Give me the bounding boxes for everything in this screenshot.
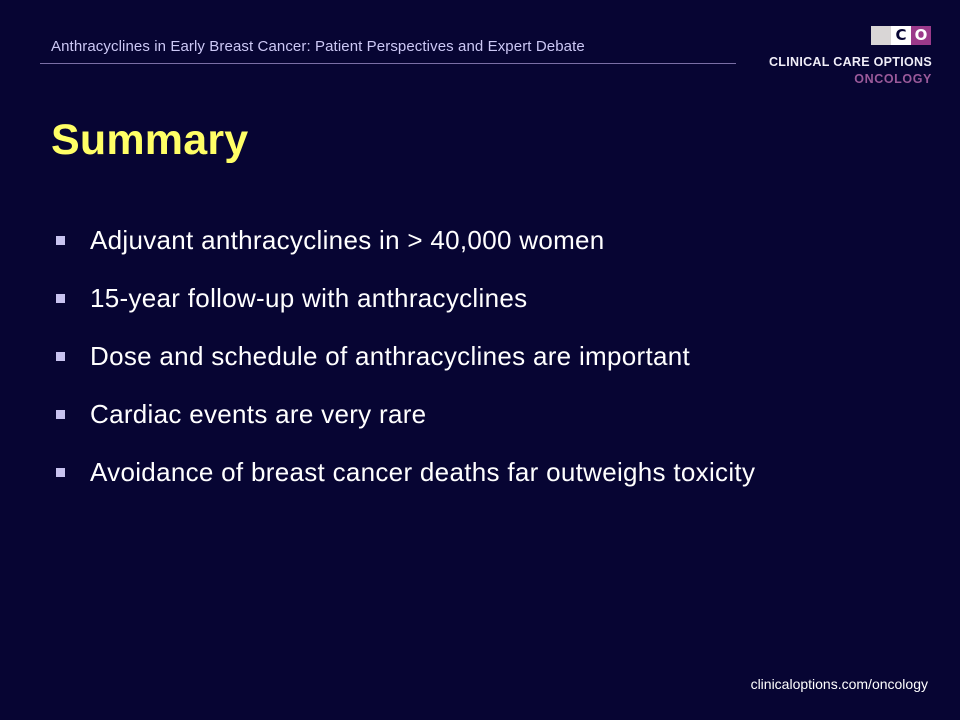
clinical-care-options-logo [767, 26, 932, 88]
square-bullet-icon [56, 410, 65, 419]
bullet-text: 15-year follow-up with anthracyclines [90, 282, 528, 313]
square-bullet-icon [56, 236, 65, 245]
logo-letter-boxes [871, 26, 931, 45]
bullet-text: Adjuvant anthracyclines in > 40,000 women [90, 224, 605, 255]
footer-website-url: clinicaloptions.com/oncology [750, 676, 928, 692]
logo-letter-c-2: C [891, 26, 911, 45]
bullet-text: Dose and schedule of anthracyclines are important [90, 340, 691, 371]
bullet-item [53, 211, 755, 269]
logo-letter-c-1: C [871, 26, 891, 45]
bullet-item [53, 443, 755, 501]
slide-title: Summary [51, 116, 249, 164]
logo-brand-name: CLINICAL CARE OPTIONS [768, 55, 932, 69]
logo-letter-o: O [911, 26, 931, 45]
bullet-item [53, 269, 755, 327]
presentation-title: Anthracyclines in Early Breast Cancer: Patient Perspectives and Expert Debate [51, 38, 585, 55]
bullet-item [53, 385, 755, 443]
summary-bullet-list [53, 211, 755, 501]
header-divider [40, 63, 736, 64]
bullet-text: Avoidance of breast cancer deaths far outweighs toxicity [90, 456, 756, 487]
square-bullet-icon [56, 352, 65, 361]
square-bullet-icon [56, 468, 65, 477]
bullet-text: Cardiac events are very rare [90, 398, 427, 429]
bullet-item [53, 327, 755, 385]
logo-brand-subtitle: ONCOLOGY [854, 72, 932, 86]
square-bullet-icon [56, 294, 65, 303]
